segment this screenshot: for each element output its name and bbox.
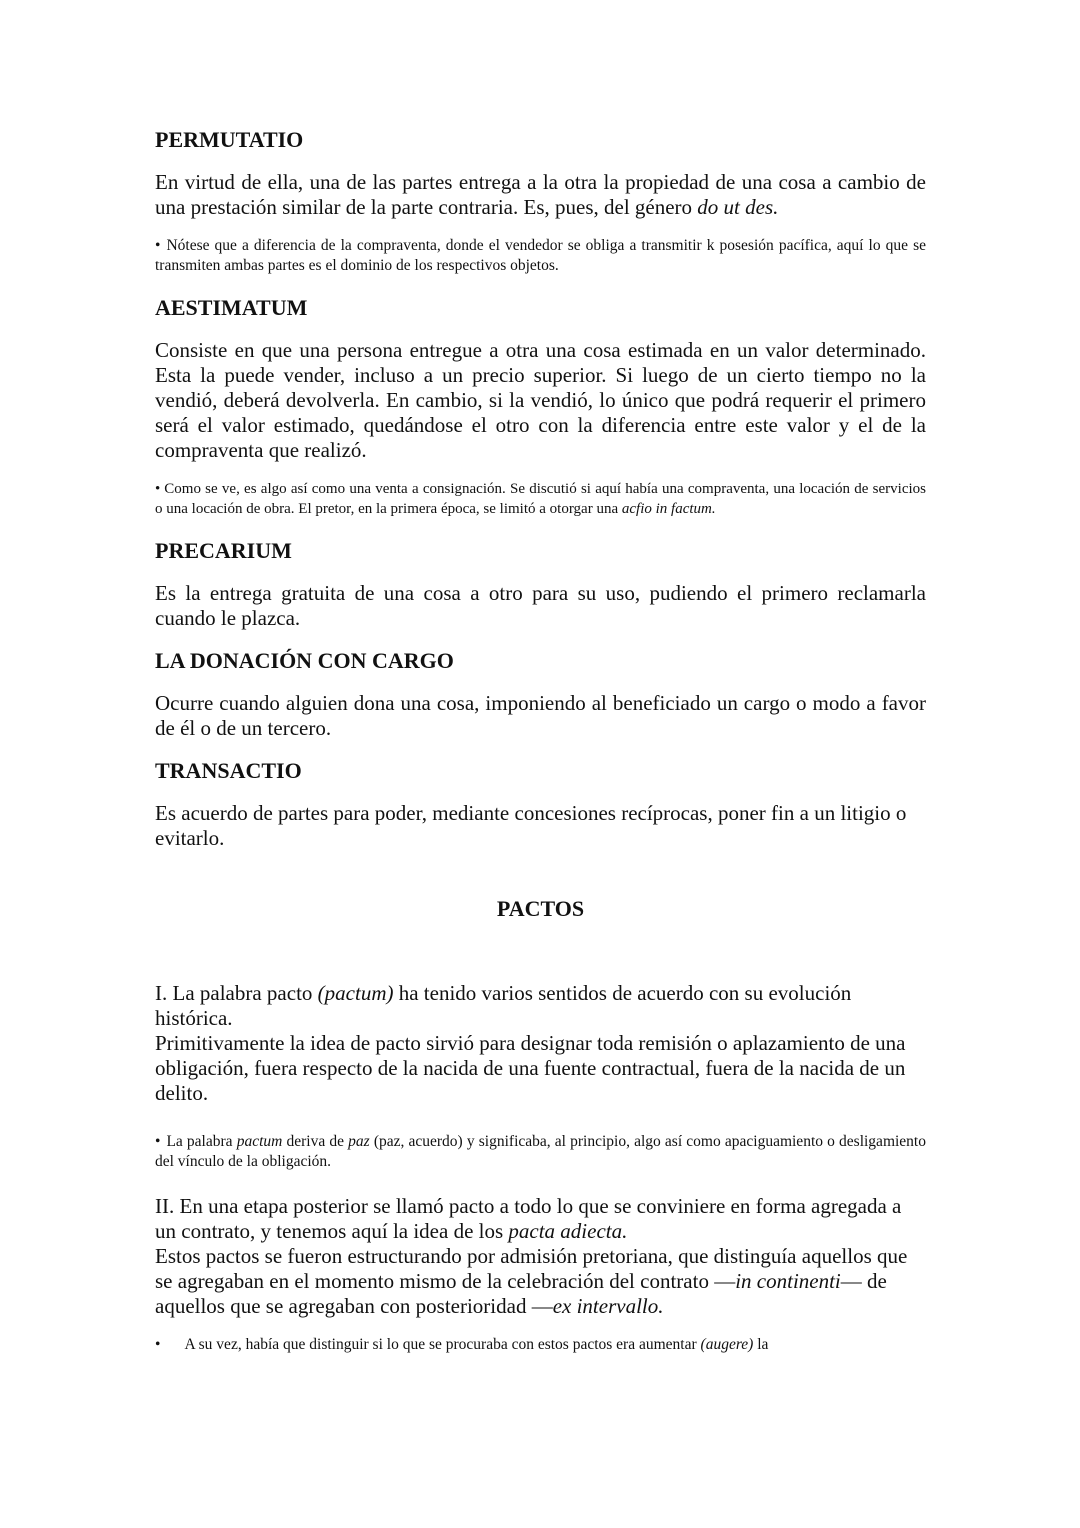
bullet-icon: •	[155, 1133, 161, 1150]
heading-donacion: LA DONACIÓN CON CARGO	[155, 648, 454, 673]
note-text: deriva de	[282, 1133, 349, 1150]
italic-text: do ut des.	[697, 195, 779, 219]
note-text: La palabra	[166, 1133, 237, 1150]
paragraph-permutatio	[155, 170, 926, 220]
note-text: la	[753, 1336, 769, 1353]
note-pactos-1	[155, 1132, 926, 1172]
section-title-pactos: PACTOS	[496, 896, 585, 921]
italic-text: pacta adiecta.	[508, 1219, 628, 1243]
paragraph-precarium: Es la entrega gratuita de una cosa a otro para su uso, pudiendo el primero reclamarla cuando le plazca.	[155, 581, 926, 630]
paragraph-aestimatum: Consiste en que una persona entregue a otra una cosa estimada en un valor determinado. Esta la puede vender, incluso a un precio superior. Si luego de un cierto tiempo no la vendió, deberá devolverla. En cambio, si la vendió, lo único que podrá requerir el primero será el valor estimado, quedándose el otro con la diferencia entre este valor y el de la compraventa que realizó.	[155, 338, 926, 462]
italic-text: paz	[348, 1133, 370, 1150]
heading-precarium: PRECARIUM	[155, 538, 292, 563]
italic-text: (augere)	[700, 1336, 754, 1353]
bullet-icon: •	[155, 237, 161, 254]
note-pactos-2	[155, 1335, 926, 1355]
heading-transactio: TRANSACTIO	[155, 758, 302, 783]
note-text: Como se ve, es algo así como una venta a consignación. Se discutió si aquí había una compraventa, una locación de servicios o una locación de obra. El pretor, en la primera época, se limitó a otorgar una	[155, 481, 926, 517]
paragraph-text: Estos pactos se fueron estructurando por admisión pretoriana, que distinguía aquellos que se agregaban en el momento mismo de la celebración del contrato —	[155, 1244, 908, 1293]
note-permutatio	[155, 236, 926, 276]
note-aestimatum	[155, 479, 926, 519]
note-text: (paz, acuerdo) y significaba, al principio, algo así como apaciguamiento o desligamiento del vínculo de la obligación.	[155, 1133, 926, 1170]
heading-aestimatum: AESTIMATUM	[155, 295, 308, 320]
bullet-icon: •	[155, 1336, 161, 1353]
paragraph-text: ha tenido varios sentidos de acuerdo con su evolución histórica.	[155, 981, 852, 1030]
paragraph-pactos-4	[155, 1244, 926, 1319]
page-content	[155, 126, 926, 1369]
paragraph-pactos-1	[155, 981, 926, 1031]
italic-text: ex intervallo.	[552, 1294, 664, 1318]
paragraph-pactos-2: Primitivamente la idea de pacto sirvió para designar toda remisión o aplazamiento de una obligación, fuera respecto de la nacida de una fuente contractual, fuera de la nacida de un delito.	[155, 1031, 906, 1105]
italic-text: pactum	[236, 1133, 283, 1150]
note-text: A su vez, había que distinguir si lo que se procuraba con estos pactos era aumentar	[184, 1336, 701, 1353]
heading-permutatio: PERMUTATIO	[155, 127, 304, 152]
note-text: Nótese que a diferencia de la compraventa, donde el vendedor se obliga a transmitir k posesión pacífica, aquí lo que se transmiten ambas partes es el dominio de los respectivos objetos.	[155, 237, 926, 274]
paragraph-text: I. La palabra pacto	[155, 981, 318, 1005]
italic-text: (pactum)	[317, 981, 394, 1005]
paragraph-text: En virtud de ella, una de las partes entrega a la otra la propiedad de una cosa a cambio de una prestación similar de la parte contraria. Es, pues, del género	[155, 170, 926, 219]
bullet-icon: •	[155, 481, 161, 497]
paragraph-donacion: Ocurre cuando alguien dona una cosa, imponiendo al beneficiado un cargo o modo a favor de él o de un tercero.	[155, 691, 926, 740]
paragraph-text: II. En una etapa posterior se llamó pacto a todo lo que se conviniere en forma agregada a un contrato, y tenemos aquí la idea de los	[155, 1194, 902, 1243]
paragraph-text: — de aquellos que se agregaban con posterioridad —	[155, 1269, 887, 1318]
paragraph-transactio: Es acuerdo de partes para poder, mediante concesiones recíprocas, poner fin a un litigio o evitarlo.	[155, 801, 907, 850]
italic-text: in continenti	[735, 1269, 841, 1293]
italic-text: acfio in factum.	[621, 501, 716, 517]
paragraph-pactos-3	[155, 1194, 926, 1244]
